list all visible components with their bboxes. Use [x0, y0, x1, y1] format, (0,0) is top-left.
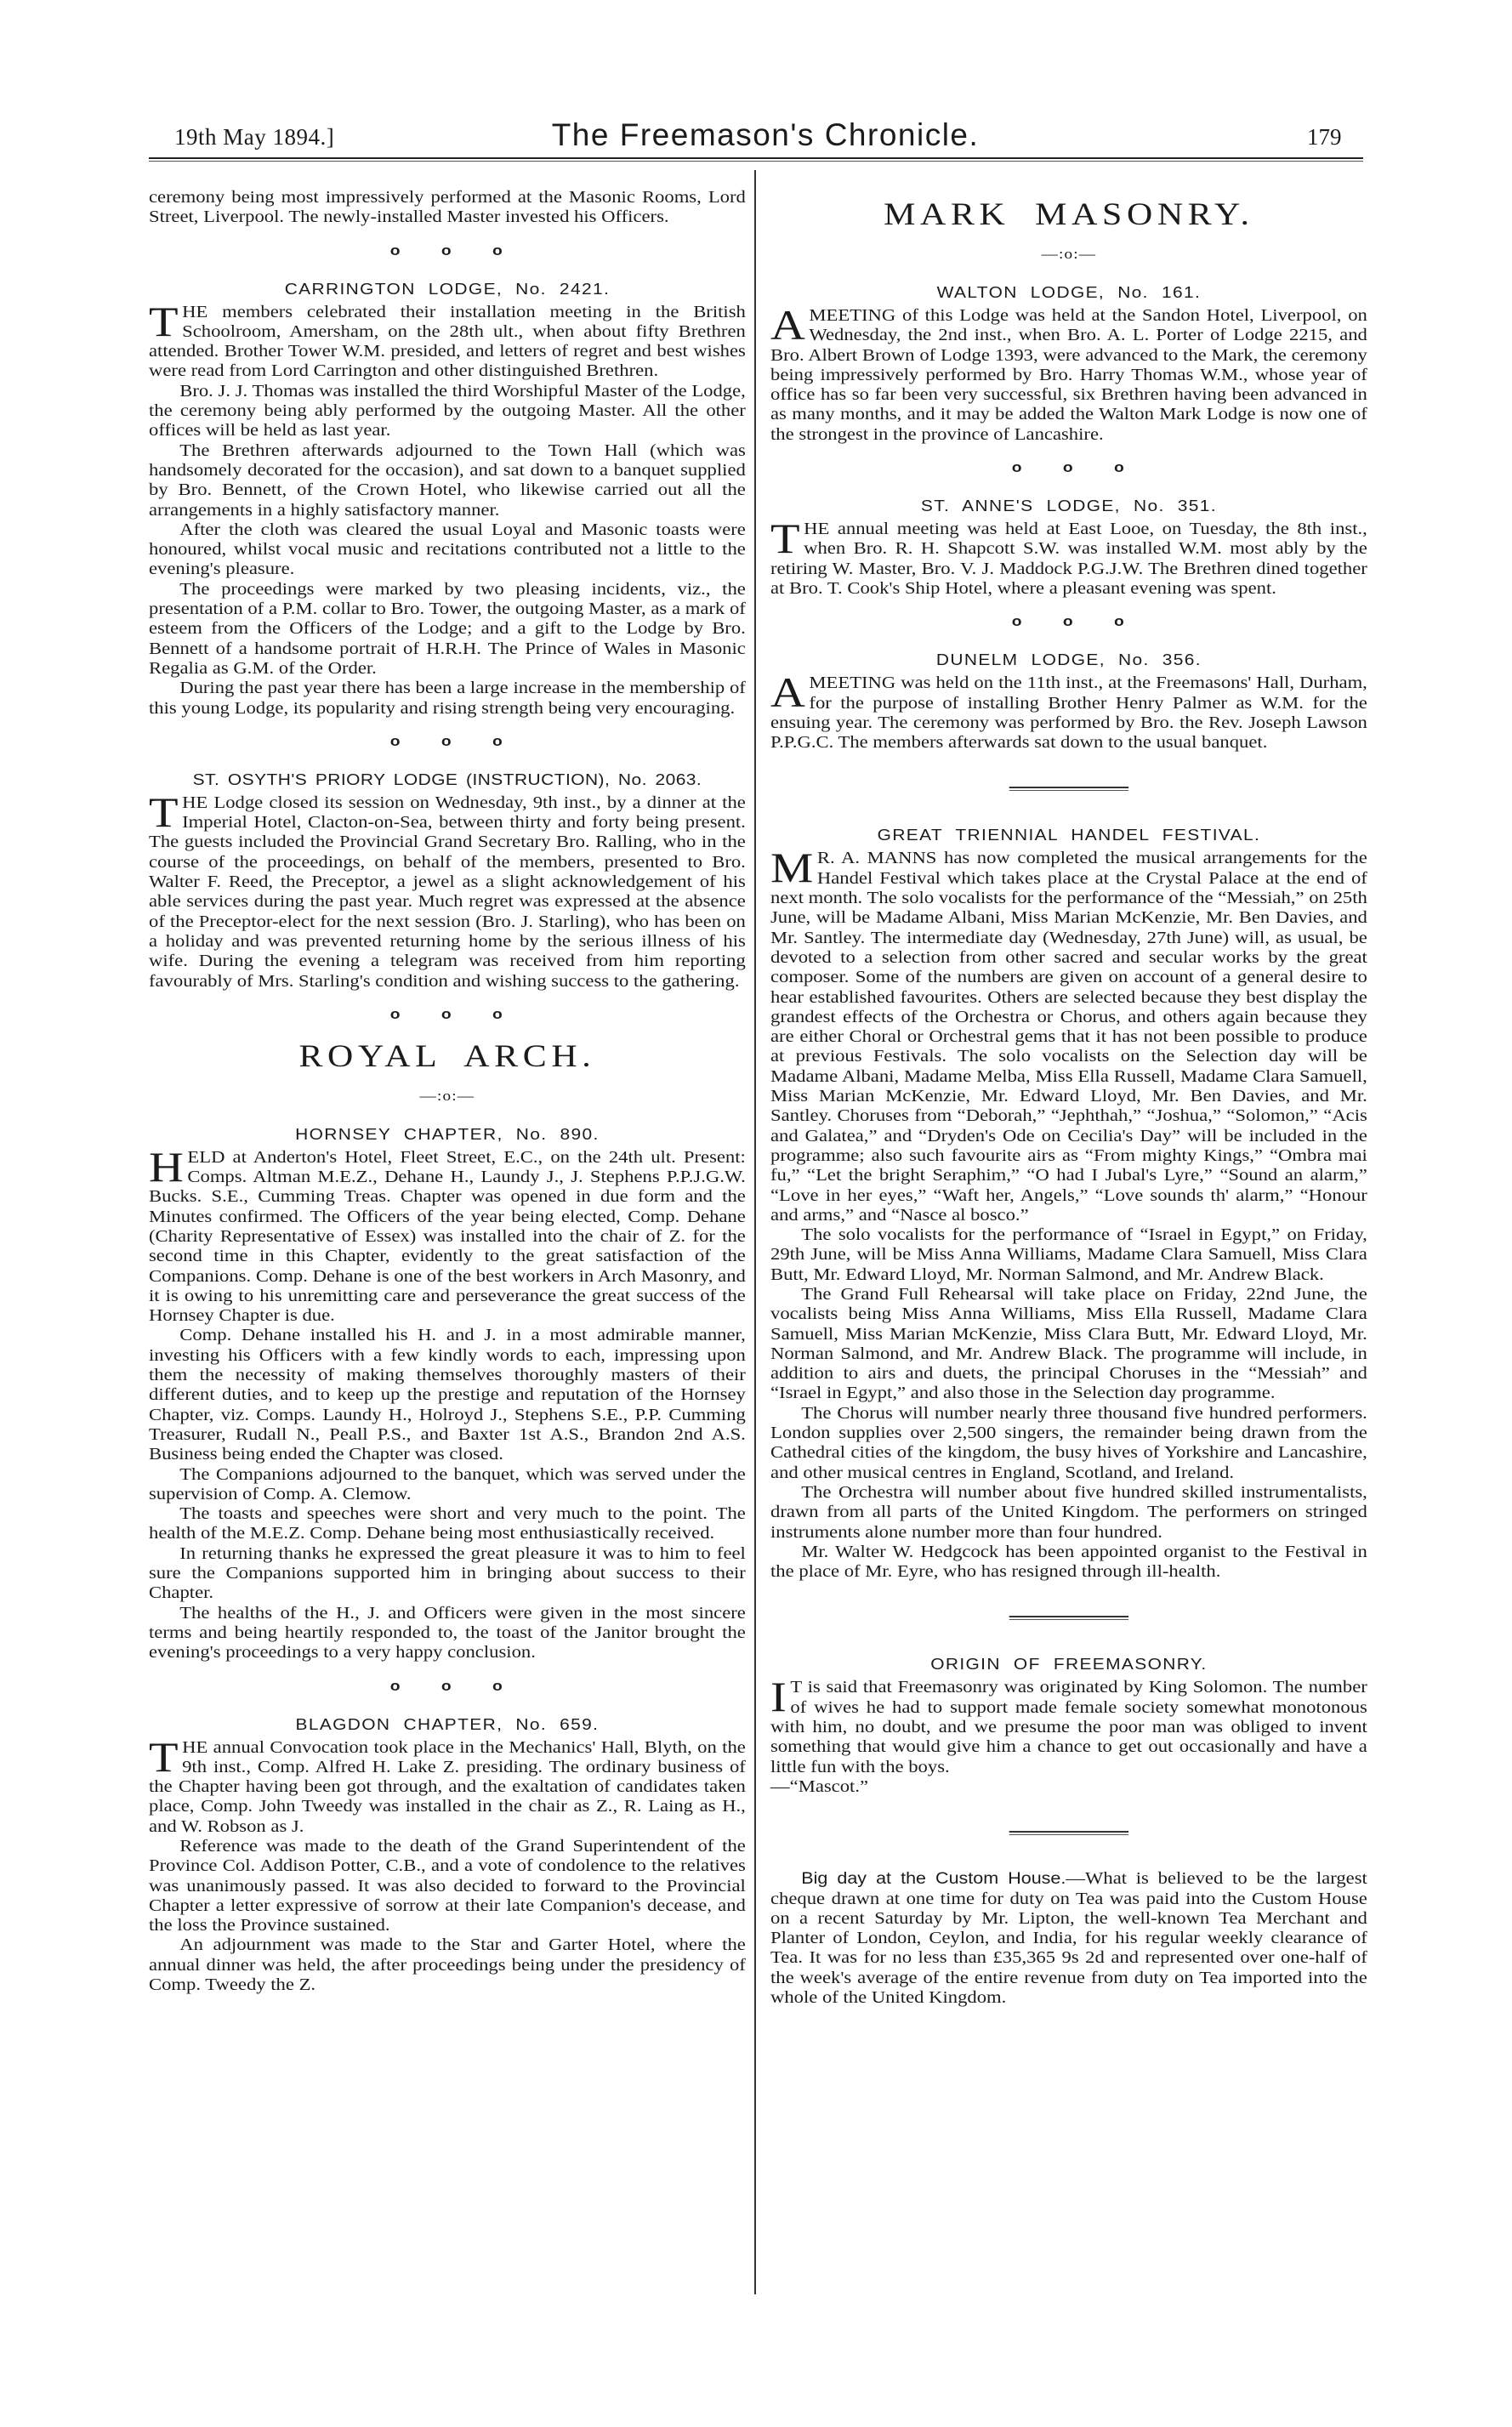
paragraph-text: MEETING of this Lodge was held at the Sandon Hotel, Liverpool, on Wednesday, the 2nd inst., when Bro. A. L. Porter of Lodge 2215, and Bro. Albert Brown of Lodge 1393, were advanced to the Mark, the ceremony being impressively performed by Bro. Harry Thomas W.M., whose year of office has so far been very successful, six Brethren having been advanced in as many months, and it may be added the Walton Mark Lodge is now one of the strongest in the province of Lancashire.: [770, 306, 1367, 444]
drop-cap: H: [149, 1142, 184, 1191]
paragraph-text: HE annual meeting was held at East Looe, on Tuesday, the 8th inst., when Bro. R. H. Shapcott S.W. was installed W.M. most ably by the retiring W. Master, Bro. V. J. Maddock P.G.J.W. The Brethren dined together at Bro. T. Cook's Ship Hotel, where a pleasant evening was spent.: [770, 520, 1367, 598]
section-ornament: o o o: [389, 242, 505, 259]
origin-article: [770, 1673, 1367, 1797]
st-annes-article: [770, 514, 1367, 599]
column-divider: [754, 170, 756, 2294]
signature: —“Mascot.”: [770, 1776, 869, 1796]
paragraph: An adjournment was made to the Star and Garter Hotel, where the annual dinner was held, the after proceedings being under the presidency of Comp. Tweedy the Z.: [149, 1935, 746, 1995]
section-rule: [1009, 787, 1128, 791]
mark-masonry-title: MARK MASONRY.: [884, 197, 1254, 232]
walton-heading: WALTON LODGE, No. 161.: [936, 283, 1202, 301]
paragraph: During the past year there has been a large increase in the membership of this young Lodge, its popularity and rising strength being very encouraging.: [149, 679, 746, 718]
section-ornament: o o o: [389, 732, 505, 749]
paragraph: [770, 844, 1367, 1225]
drop-cap: A: [770, 668, 805, 717]
handel-article: [770, 844, 1367, 1582]
drop-cap: T: [149, 297, 179, 345]
osyth-article: [149, 787, 746, 992]
lead-in: Big day at the Custom House.: [801, 1870, 1066, 1889]
dunelm-article: [770, 668, 1367, 753]
st-annes-heading: ST. ANNE'S LODGE, No. 351.: [920, 497, 1217, 515]
drop-cap: I: [770, 1673, 787, 1721]
walton-article: [770, 301, 1367, 445]
paragraph: [770, 301, 1367, 445]
paragraph: The solo vocalists for the performance of “Israel in Egypt,” on Friday, 29th June, will be Miss Anna Williams, Madame Clara Samuell, Miss Clara Butt, Mr. Edward Lloyd, Mr. Norman Salmond, and Mr. Andrew Black.: [770, 1225, 1367, 1284]
right-column: [770, 197, 1367, 2008]
masthead-title: The Freemason's Chronicle.: [551, 117, 980, 152]
paragraph-text: —What is believed to be the largest cheque drawn at one time for duty on Tea was paid into the Custom House on a recent Saturday by Mr. Lipton, the well-known Tea Merchant and Planter of London, Ceylon, and India, for his regular weekly clearance of Tea. It was for no less than £35,365 9s 2d and represented over one-half of the week's average of the entire revenue from duty on Tea imported into the whole of the United Kingdom.: [770, 1869, 1367, 2007]
paragraph: The Companions adjourned to the banquet, which was served under the supervision of Comp. A. Clemow.: [149, 1464, 746, 1503]
paragraph: [149, 297, 746, 382]
paragraph-text: MEETING was held on the 11th inst., at the Freemasons' Hall, Durham, for the purpose of installing Brother Henry Palmer as W.M. for the ensuing year. The ceremony was performed by Bro. the Rev. Joseph Lawson P.P.G.C. The members afterwards sat down to the usual banquet.: [770, 674, 1367, 753]
paragraph: Bro. J. J. Thomas was installed the third Worshipful Master of the Lodge, the ceremony being ably performed by the outgoing Master. All the other offices will be held as last year.: [149, 381, 746, 440]
section-separator: —:o:—: [419, 1087, 475, 1104]
blagdon-article: [149, 1732, 746, 1996]
drop-cap: M: [770, 844, 814, 892]
custom-house-article: [770, 1869, 1367, 2008]
section-ornament: o o o: [1011, 459, 1127, 476]
paragraph: The toasts and speeches were short and very much to the point. The health of the M.E.Z. Comp. Dehane being most enthusiastically received.: [149, 1504, 746, 1543]
paragraph: The proceedings were marked by two pleasing incidents, viz., the presentation of a P.M. collar to Bro. Tower, the outgoing Master, as a mark of esteem from the Officers of the Lodge; and a gift to the Lodge by Bro. Bennett of a handsome portrait of H.R.H. The Prince of Wales in Masonic Regalia as G.M. of the Order.: [149, 579, 746, 678]
paragraph: [149, 1732, 746, 1837]
paragraph-text: ELD at Anderton's Hotel, Fleet Street, E.C., on the 24th ult. Present: Comps. Altman M.E.Z., Dehane H., Laundy J., J. Stephens P.P.J.G.W. Bucks. S.E., Cumming Treas. Chapter was opened in due form and the Minutes confirmed. The Officers of the year being elected, Comp. Dehane (Charity Representative of Essex) was installed into the chair of Z. for the second time in this Chapter, evidently to the great satisfaction of the Companions. Comp. Dehane is one of the best workers in Arch Masonry, and it is owing to his unremitting care and perseverance the great success of the Hornsey Chapter is due.: [149, 1147, 746, 1326]
paragraph: The healths of the H., J. and Officers were given in the most sincere terms and being heartily responded to, the toast of the Janitor brought the evening's proceedings to a very happy conclusion.: [149, 1603, 746, 1663]
paragraph: [770, 1869, 1367, 2008]
drop-cap: T: [149, 787, 179, 836]
header-rule: [149, 157, 1363, 162]
carrington-heading: CARRINGTON LODGE, No. 2421.: [284, 279, 611, 298]
paragraph: Comp. Dehane installed his H. and J. in a most admirable manner, investing his Officers with a few kindly words to each, impressing upon them the necessity of making themselves thoroughly masters of their different duties, and to keep up the prestige and reputation of the Hornsey Chapter, viz. Comps. Laundy H., Holroyd J., Stephens S.E., P.P. Cumming Treasurer, Rudall N., Peall P.S., and Baxter 1st A.S., Brandon 2nd A.S. Business being ended the Chapter was closed.: [149, 1326, 746, 1464]
royal-arch-title: ROYAL ARCH.: [298, 1038, 596, 1074]
paragraph: The Chorus will number nearly three thousand five hundred performers. London supplies over 2,500 singers, the remainder being drawn from the Cathedral cities of the kingdom, the busy hives of Yorkshire and Lancashire, and other musical centres in England, Scotland, and Ireland.: [770, 1403, 1367, 1482]
paragraph: [149, 1142, 746, 1327]
section-rule: [1009, 1831, 1128, 1835]
paragraph: In returning thanks he expressed the great pleasure it was to him to feel sure the Companions supported him in bringing about success to their Chapter.: [149, 1543, 746, 1603]
paragraph: Reference was made to the death of the Grand Superintendent of the Province Col. Addison Potter, C.B., and a vote of condolence to the relatives was unanimously passed. It was also decided to forward to the Provincial Chapter a letter expressive of sorrow at their late Companion's decease, and the loss the Province sustained.: [149, 1837, 746, 1935]
paragraph: The Orchestra will number about five hundred skilled instrumentalists, drawn from all parts of the United Kingdom. The performers on stringed instruments alone number more than four hundred.: [770, 1482, 1367, 1542]
page-number: 179: [1307, 124, 1342, 150]
section-ornament: o o o: [389, 1677, 505, 1694]
section-rule: [1009, 1616, 1128, 1620]
paragraph: ceremony being most impressively performed at the Masonic Rooms, Lord Street, Liverpool. The newly-installed Master invested his Officers.: [149, 188, 746, 227]
article-continued: [149, 188, 746, 228]
paragraph-text: T is said that Freemasonry was originated by King Solomon. The number of wives he had to support made female society somewhat monotonous with him, no doubt, and we presume the poor man was obliged to invent something that would give him a chance to get out occasionally and have a little fun with the boys.: [770, 1678, 1367, 1776]
paragraph: The Brethren afterwards adjourned to the Town Hall (which was handsomely decorated for the occasion), and sat down to a banquet supplied by Bro. Bennett, of the Crown Hotel, who likewise carried out all the arrangements in a highly satisfactory manner.: [149, 440, 746, 520]
blagdon-heading: BLAGDON CHAPTER, No. 659.: [295, 1714, 600, 1733]
section-separator: —:o:—: [1041, 246, 1097, 262]
section-ornament: o o o: [389, 1005, 505, 1022]
origin-heading: ORIGIN OF FREEMASONRY.: [930, 1655, 1208, 1674]
paragraph: After the cloth was cleared the usual Loyal and Masonic toasts were honoured, whilst vocal music and recitations contributed not a little to the evening's pleasure.: [149, 520, 746, 579]
drop-cap: T: [149, 1732, 179, 1781]
paragraph: Mr. Walter W. Hedgcock has been appointed organist to the Festival in the place of Mr. Eyre, who has resigned through ill-health.: [770, 1542, 1367, 1582]
drop-cap: A: [770, 301, 805, 349]
hornsey-article: [149, 1142, 746, 1663]
drop-cap: T: [770, 514, 800, 563]
osyth-heading: ST. OSYTH'S PRIORY LODGE (INSTRUCTION), No. 2063.: [192, 770, 702, 788]
dunelm-heading: DUNELM LODGE, No. 356.: [935, 651, 1202, 669]
hornsey-heading: HORNSEY CHAPTER, No. 890.: [295, 1124, 600, 1143]
paragraph-text: HE Lodge closed its session on Wednesday, 9th inst., by a dinner at the Imperial Hotel, Clacton-on-Sea, between thirty and forty being present. The guests included the Provincial Grand Secretary Bro. Ralling, who in the course of the proceedings, on behalf of the members, presented to Bro. Walter F. Reed, the Preceptor, a jewel as a slight acknowledgement of his able services during the past year. Much regret was expressed at the absence of the Preceptor-elect for the next session (Bro. J. Starling), who has been on a holiday and was prevented returning home by the serious illness of his wife. During the evening a telegram was received from him reporting favourably of Mrs. Starling's condition and wishing success to the gathering.: [149, 793, 746, 991]
paragraph-text: HE annual Convocation took place in the Mechanics' Hall, Blyth, on the 9th inst., Comp. Alfred H. Lake Z. presiding. The ordinary business of the Chapter having been got through, and the exaltation of candidates taken place, Comp. John Tweedy was installed in the chair as Z., R. Laing as H., and W. Robson as J.: [149, 1737, 746, 1836]
handel-heading: GREAT TRIENNIAL HANDEL FESTIVAL.: [877, 826, 1261, 844]
paragraph: [770, 668, 1367, 753]
paragraph: [770, 1673, 1367, 1776]
paragraph: The Grand Full Rehearsal will take place on Friday, 22nd June, the vocalists being Miss Anna Williams, Miss Ella Russell, Madame Clara Samuell, Miss Marian McKenzie, Miss Clara Butt, Mr. Edward Lloyd, Mr. Norman Salmond, and Mr. Andrew Black. The programme will include, in addition to airs and duets, the principal Choruses in the “Messiah” and “Israel in Egypt,” and also those in the Selection day programme.: [770, 1284, 1367, 1403]
issue-date: 19th May 1894.]: [174, 124, 335, 150]
paragraph: [770, 514, 1367, 599]
section-ornament: o o o: [1011, 613, 1127, 630]
carrington-article: [149, 297, 746, 719]
left-column: [149, 188, 746, 1995]
paragraph-text: HE members celebrated their installation meeting in the British Schoolroom, Amersham, on the 28th ult., when about fifty Brethren attended. Brother Tower W.M. presided, and letters of regret and best wishes were read from Lord Carrington and other distinguished Brethren.: [149, 302, 746, 381]
paragraph: [149, 787, 746, 992]
paragraph-text: R. A. MANNS has now completed the musical arrangements for the Handel Festival which takes place at the Crystal Palace at the end of next month. The solo vocalists for the performance of the “Messiah,” on 25th June, will be Madame Albani, Miss Marian McKenzie, Mr. Ben Davies, and Mr. Santley. The intermediate day (Wednesday, 27th June) will, as usual, be devoted to a selection from other sacred and secular works by the great composer. Some of the numbers are given on account of a general desire to hear established favourites. Others are selected because they best display the grandest effects of the Orchestra or Chorus, and others again because they are either Choral or Orchestral gems that it has not been possible to produce at previous Festivals. The solo vocalists on the Selection day will be Madame Albani, Madame Melba, Miss Ella Russell, Madame Clara Samuell, Miss Marian McKenzie, Mr. Edward Lloyd, Mr. Ben Davies, and Mr. Santley. Choruses from “Deborah,” “Jephthah,” “Joshua,” “Solomon,” “Acis and Galatea,” and “Dryden's Ode on Cecilia's Day” will be included in the programme; also such favourite airs as “From mighty Kings,” “Ombra mai fu,” “Let the bright Seraphim,” “O had I Jubal's Lyre,” “Sound an alarm,” “Love in her eyes,” “Waft her, Angels,” “Love sounds th' alarm,” “Honour and arms,” and “Nasce al bosco.”: [770, 849, 1367, 1225]
